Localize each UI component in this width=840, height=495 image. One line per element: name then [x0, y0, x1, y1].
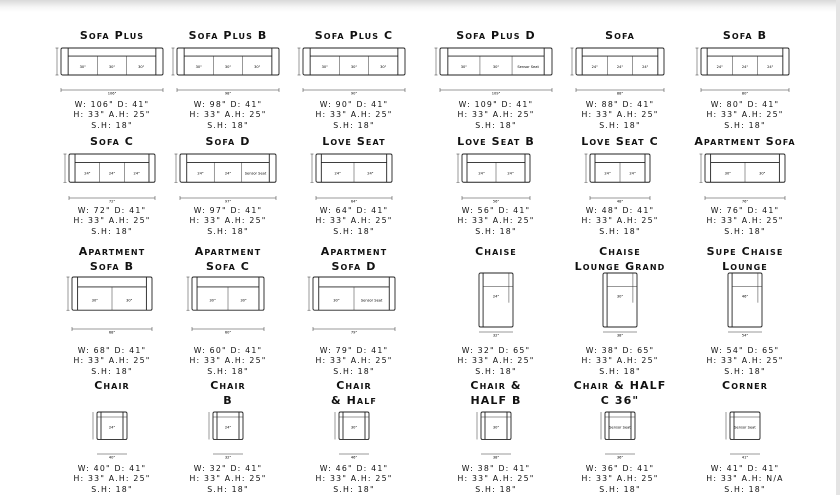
dimension-line1: W: 38" D: 65": [585, 346, 655, 355]
dimension-line2: H: 33" A.H: 25": [189, 356, 267, 366]
seat-label: 24": [133, 171, 140, 176]
page-right-edge: [836, 0, 840, 495]
floor-plan-sofa: [434, 38, 558, 100]
floor-plan-chaise: [586, 267, 654, 341]
seat-label: 24": [84, 171, 91, 176]
dimension-line3: S.H: 18": [333, 366, 375, 376]
item-title-line: Chaise: [475, 245, 517, 258]
item-dimensions: [680, 346, 810, 377]
seat-label: 24": [741, 64, 749, 69]
seat-label: 30": [460, 64, 468, 69]
item-title-line: Sofa C: [90, 135, 134, 148]
dimension-line2: H: 33" A.H: 25": [457, 216, 535, 226]
item-title-line: Sofa Plus D: [456, 29, 536, 42]
item-title: [47, 378, 177, 393]
width-label: 38": [616, 333, 624, 338]
width-label: 98": [224, 91, 232, 96]
seat-label: 30": [195, 64, 202, 69]
seat-label: 46": [741, 294, 749, 299]
dimension-line1: W: 80" D: 41": [710, 100, 780, 109]
floor-plan-corner: [713, 400, 777, 466]
item-dimensions: [47, 206, 177, 237]
seat-label: 30": [240, 298, 247, 303]
item-title-line: Love Seat C: [581, 135, 659, 148]
item-title-line: Sofa Plus B: [188, 29, 268, 42]
floor-plan-sofa: [310, 144, 398, 208]
dimension-line3: S.H: 18": [333, 120, 375, 130]
dimension-line1: W: 88" D: 41": [585, 100, 655, 109]
item-dimensions: [431, 464, 561, 495]
item-title-line: Chaise: [599, 245, 641, 258]
item-dimensions: [680, 206, 810, 237]
item-title-line: Sofa C: [206, 260, 250, 273]
width-label: 68": [108, 330, 116, 335]
item-dimensions: [555, 206, 685, 237]
item-title-line: C 36": [600, 394, 640, 407]
dimension-line3: S.H: 18": [599, 226, 641, 236]
seat-label: 30": [333, 298, 340, 303]
width-label: 106": [107, 91, 117, 96]
seat-label: 30": [492, 64, 500, 69]
seat-label: 30": [224, 64, 232, 69]
dimension-line1: W: 72" D: 41": [77, 206, 147, 215]
seat-label: Sensor Seat: [360, 298, 383, 303]
floor-plan-chair: [590, 400, 650, 466]
dimension-line3: S.H: 18": [599, 484, 641, 494]
floor-plan-sofa: [174, 144, 282, 208]
width-label: 97": [224, 199, 232, 204]
dimension-line3: S.H: 18": [207, 484, 249, 494]
seat-label: Sensor Seat: [244, 171, 267, 176]
floor-plan-sofa: [63, 144, 161, 208]
seat-label: 24": [492, 294, 500, 299]
item-dimensions: [680, 100, 810, 131]
seat-label: 24": [616, 64, 624, 69]
item-dimensions: [555, 346, 685, 377]
dimension-line3: S.H: 18": [599, 366, 641, 376]
dimension-line1: W: 56" D: 41": [461, 206, 531, 215]
item-dimensions: [680, 464, 810, 495]
width-label: 76": [741, 199, 749, 204]
dimension-line3: S.H: 18": [724, 484, 766, 494]
seat-label: 30": [350, 64, 358, 69]
seat-label: Sensor Seat: [609, 425, 631, 430]
dimension-line2: H: 33" A.H: 25": [189, 216, 267, 226]
floor-plan-chaise: [706, 267, 784, 341]
width-label: 79": [350, 330, 358, 335]
width-label: 88": [616, 91, 624, 96]
width-label: 40": [108, 455, 116, 460]
dimension-line2: H: 33" A.H: 25": [581, 356, 659, 366]
seat-label: 30": [209, 298, 216, 303]
dimension-line2: H: 33" A.H: 25": [73, 356, 151, 366]
item-title-line: & Half: [331, 394, 377, 407]
dimension-line3: S.H: 18": [475, 484, 517, 494]
item-title-line: B: [223, 394, 233, 407]
item-title-line: Apartment Sofa: [694, 135, 796, 148]
dimension-line3: S.H: 18": [207, 366, 249, 376]
width-label: 32": [492, 333, 500, 338]
seat-label: 30": [91, 298, 98, 303]
item-title-line: Chair: [94, 379, 130, 392]
dimension-line3: S.H: 18": [724, 366, 766, 376]
item-dimensions: [163, 464, 293, 495]
item-dimensions: [289, 464, 419, 495]
dimension-line3: S.H: 18": [333, 226, 375, 236]
seat-label: 24": [224, 171, 232, 176]
dimension-line3: S.H: 18": [207, 120, 249, 130]
dimension-line3: S.H: 18": [475, 366, 517, 376]
seat-label: 24": [604, 171, 611, 176]
seat-label: Sensor Seat: [734, 425, 756, 430]
dimension-line3: S.H: 18": [207, 226, 249, 236]
dimension-line2: H: 33" A.H: 25": [581, 216, 659, 226]
seat-label: 30": [138, 64, 145, 69]
seat-label: 30": [380, 64, 387, 69]
page-top-edge: [0, 0, 840, 12]
seat-label: 30": [492, 425, 500, 430]
seat-label: 24": [108, 425, 116, 430]
dimension-line2: H: 33" A.H: 25": [457, 110, 535, 120]
seat-label: 30": [321, 64, 328, 69]
floor-plan-sofa: [66, 267, 158, 339]
seat-label: 24": [367, 171, 374, 176]
item-dimensions: [163, 346, 293, 377]
floor-plan-chair: [80, 400, 144, 466]
seat-label: 24": [507, 171, 514, 176]
seat-label: 24": [642, 64, 649, 69]
seat-label: 30": [724, 171, 731, 176]
width-label: 64": [350, 199, 358, 204]
dimension-line1: W: 60" D: 41": [193, 346, 263, 355]
seat-label: 24": [224, 425, 232, 430]
dimension-line2: H: 33" A.H: 25": [189, 474, 267, 484]
floor-plan-sofa: [297, 38, 411, 100]
dimension-line2: H: 33" A.H: 25": [457, 474, 535, 484]
floor-plan-chair: [466, 400, 526, 466]
floor-plan-sofa: [307, 267, 401, 339]
width-label: 38": [492, 455, 500, 460]
dimension-line2: H: 33" A.H: 25": [315, 356, 393, 366]
dimension-line1: W: 90" D: 41": [319, 100, 389, 109]
item-title-line: Lounge: [722, 260, 768, 273]
item-title: [431, 244, 561, 259]
item-title-line: Apartment: [320, 245, 388, 258]
dimension-line1: W: 109" D: 41": [458, 100, 534, 109]
item-title-line: Chair &: [470, 379, 522, 392]
item-title-line: Lounge Grand: [574, 260, 666, 273]
seat-label: 30": [79, 64, 86, 69]
width-label: 54": [741, 333, 749, 338]
seat-label: 30": [616, 294, 624, 299]
seat-label: 30": [254, 64, 261, 69]
item-dimensions: [555, 100, 685, 131]
dimension-line3: S.H: 18": [91, 366, 133, 376]
item-title-line: Chair: [210, 379, 246, 392]
seat-label: 30": [350, 425, 358, 430]
dimension-line1: W: 48" D: 41": [585, 206, 655, 215]
dimension-line3: S.H: 18": [724, 120, 766, 130]
seat-label: 24": [478, 171, 485, 176]
width-label: 56": [492, 199, 500, 204]
width-label: 32": [224, 455, 232, 460]
item-title-line: Sofa: [605, 29, 635, 42]
dimension-line3: S.H: 18": [475, 226, 517, 236]
seat-label: 24": [629, 171, 636, 176]
item-title-line: Love Seat B: [457, 135, 535, 148]
item-title-line: Chair: [336, 379, 372, 392]
item-dimensions: [163, 100, 293, 131]
width-label: 90": [350, 91, 358, 96]
dimension-line1: W: 106" D: 41": [74, 100, 150, 109]
item-dimensions: [431, 346, 561, 377]
dimension-line1: W: 32" D: 41": [193, 464, 263, 473]
floor-plan-sofa: [55, 38, 169, 100]
dimension-line3: S.H: 18": [599, 120, 641, 130]
dimension-line1: W: 64" D: 41": [319, 206, 389, 215]
dimension-line1: W: 36" D: 41": [585, 464, 655, 473]
item-title-line: Sofa B: [722, 29, 768, 42]
seat-label: 30": [759, 171, 766, 176]
width-label: 48": [616, 199, 624, 204]
seat-label: 24": [716, 64, 723, 69]
dimension-line1: W: 97" D: 41": [193, 206, 263, 215]
dimension-line2: H: 33" A.H: 25": [73, 474, 151, 484]
dimension-line1: W: 76" D: 41": [710, 206, 780, 215]
seat-label: 30": [126, 298, 133, 303]
item-dimensions: [47, 100, 177, 131]
dimension-line1: W: 79" D: 41": [319, 346, 389, 355]
item-dimensions: [555, 464, 685, 495]
dimension-line2: H: 33" A.H: 25": [457, 356, 535, 366]
item-title-line: Apartment: [78, 245, 146, 258]
seat-label: 24": [334, 171, 341, 176]
dimension-line1: W: 41" D: 41": [710, 464, 780, 473]
item-title-line: Sofa Plus C: [314, 29, 394, 42]
dimension-line3: S.H: 18": [475, 120, 517, 130]
item-title-line: Corner: [722, 379, 768, 392]
dimension-line2: H: 33" A.H: 25": [73, 216, 151, 226]
floor-plan-sofa: [584, 144, 656, 208]
floor-plan-sofa: [695, 38, 795, 100]
item-title: [680, 378, 810, 393]
item-dimensions: [431, 206, 561, 237]
dimension-line2: H: 33" A.H: 25": [706, 216, 784, 226]
floor-plan-chair: [201, 400, 255, 466]
seat-label: 24": [767, 64, 774, 69]
item-dimensions: [47, 346, 177, 377]
floor-plan-sofa: [456, 144, 536, 208]
dimension-line2: H: 33" A.H: 25": [315, 110, 393, 120]
item-title-line: Chair & HALF: [573, 379, 667, 392]
width-label: 72": [108, 199, 116, 204]
item-dimensions: [47, 464, 177, 495]
dimension-line2: H: 33" A.H: 25": [706, 110, 784, 120]
floor-plan-sofa: [186, 267, 270, 339]
dimension-line3: S.H: 18": [91, 226, 133, 236]
floor-plan-sofa: [570, 38, 670, 100]
dimension-line2: H: 33" A.H: N/A: [706, 474, 784, 484]
seat-label: 24": [197, 171, 204, 176]
item-title-line: HALF B: [470, 394, 522, 407]
dimension-line2: H: 33" A.H: 25": [73, 110, 151, 120]
item-dimensions: [289, 346, 419, 377]
dimension-line2: H: 33" A.H: 25": [581, 474, 659, 484]
width-label: 41": [741, 455, 749, 460]
dimension-line1: W: 98" D: 41": [193, 100, 263, 109]
item-title-line: Supe Chaise: [706, 245, 784, 258]
item-dimensions: [431, 100, 561, 131]
seat-label: 30": [108, 64, 116, 69]
dimension-line3: S.H: 18": [333, 484, 375, 494]
width-label: 36": [616, 455, 624, 460]
dimension-line1: W: 54" D: 65": [710, 346, 780, 355]
width-label: 80": [741, 91, 749, 96]
dimension-line1: W: 32" D: 65": [461, 346, 531, 355]
item-dimensions: [289, 206, 419, 237]
dimension-line1: W: 38" D: 41": [461, 464, 531, 473]
dimension-line3: S.H: 18": [91, 484, 133, 494]
floor-plan-sofa: [699, 144, 791, 208]
item-title-line: Sofa B: [89, 260, 135, 273]
item-title-line: Sofa Plus: [79, 29, 145, 42]
item-title-line: Sofa D: [331, 260, 377, 273]
dimension-line1: W: 46" D: 41": [319, 464, 389, 473]
item-title-line: Sofa D: [205, 135, 251, 148]
floor-plan-chair: [322, 400, 386, 466]
dimension-line2: H: 33" A.H: 25": [581, 110, 659, 120]
dimension-line2: H: 33" A.H: 25": [189, 110, 267, 120]
item-dimensions: [163, 206, 293, 237]
width-label: 109": [491, 91, 501, 96]
dimension-line1: W: 40" D: 41": [77, 464, 147, 473]
seat-label: 24": [591, 64, 598, 69]
item-title-line: Apartment: [194, 245, 262, 258]
item-title-line: Love Seat: [322, 135, 386, 148]
dimension-line3: S.H: 18": [91, 120, 133, 130]
dimension-line2: H: 33" A.H: 25": [315, 474, 393, 484]
dimension-line2: H: 33" A.H: 25": [315, 216, 393, 226]
floor-plan-sofa: [171, 38, 285, 100]
dimension-line2: H: 33" A.H: 25": [706, 356, 784, 366]
width-label: 60": [224, 330, 232, 335]
dimension-line3: S.H: 18": [724, 226, 766, 236]
floor-plan-chaise: [462, 267, 530, 341]
seat-label: Sensor Seat: [517, 64, 539, 69]
item-dimensions: [289, 100, 419, 131]
seat-label: 24": [108, 171, 116, 176]
width-label: 46": [350, 455, 358, 460]
dimension-line1: W: 68" D: 41": [77, 346, 147, 355]
